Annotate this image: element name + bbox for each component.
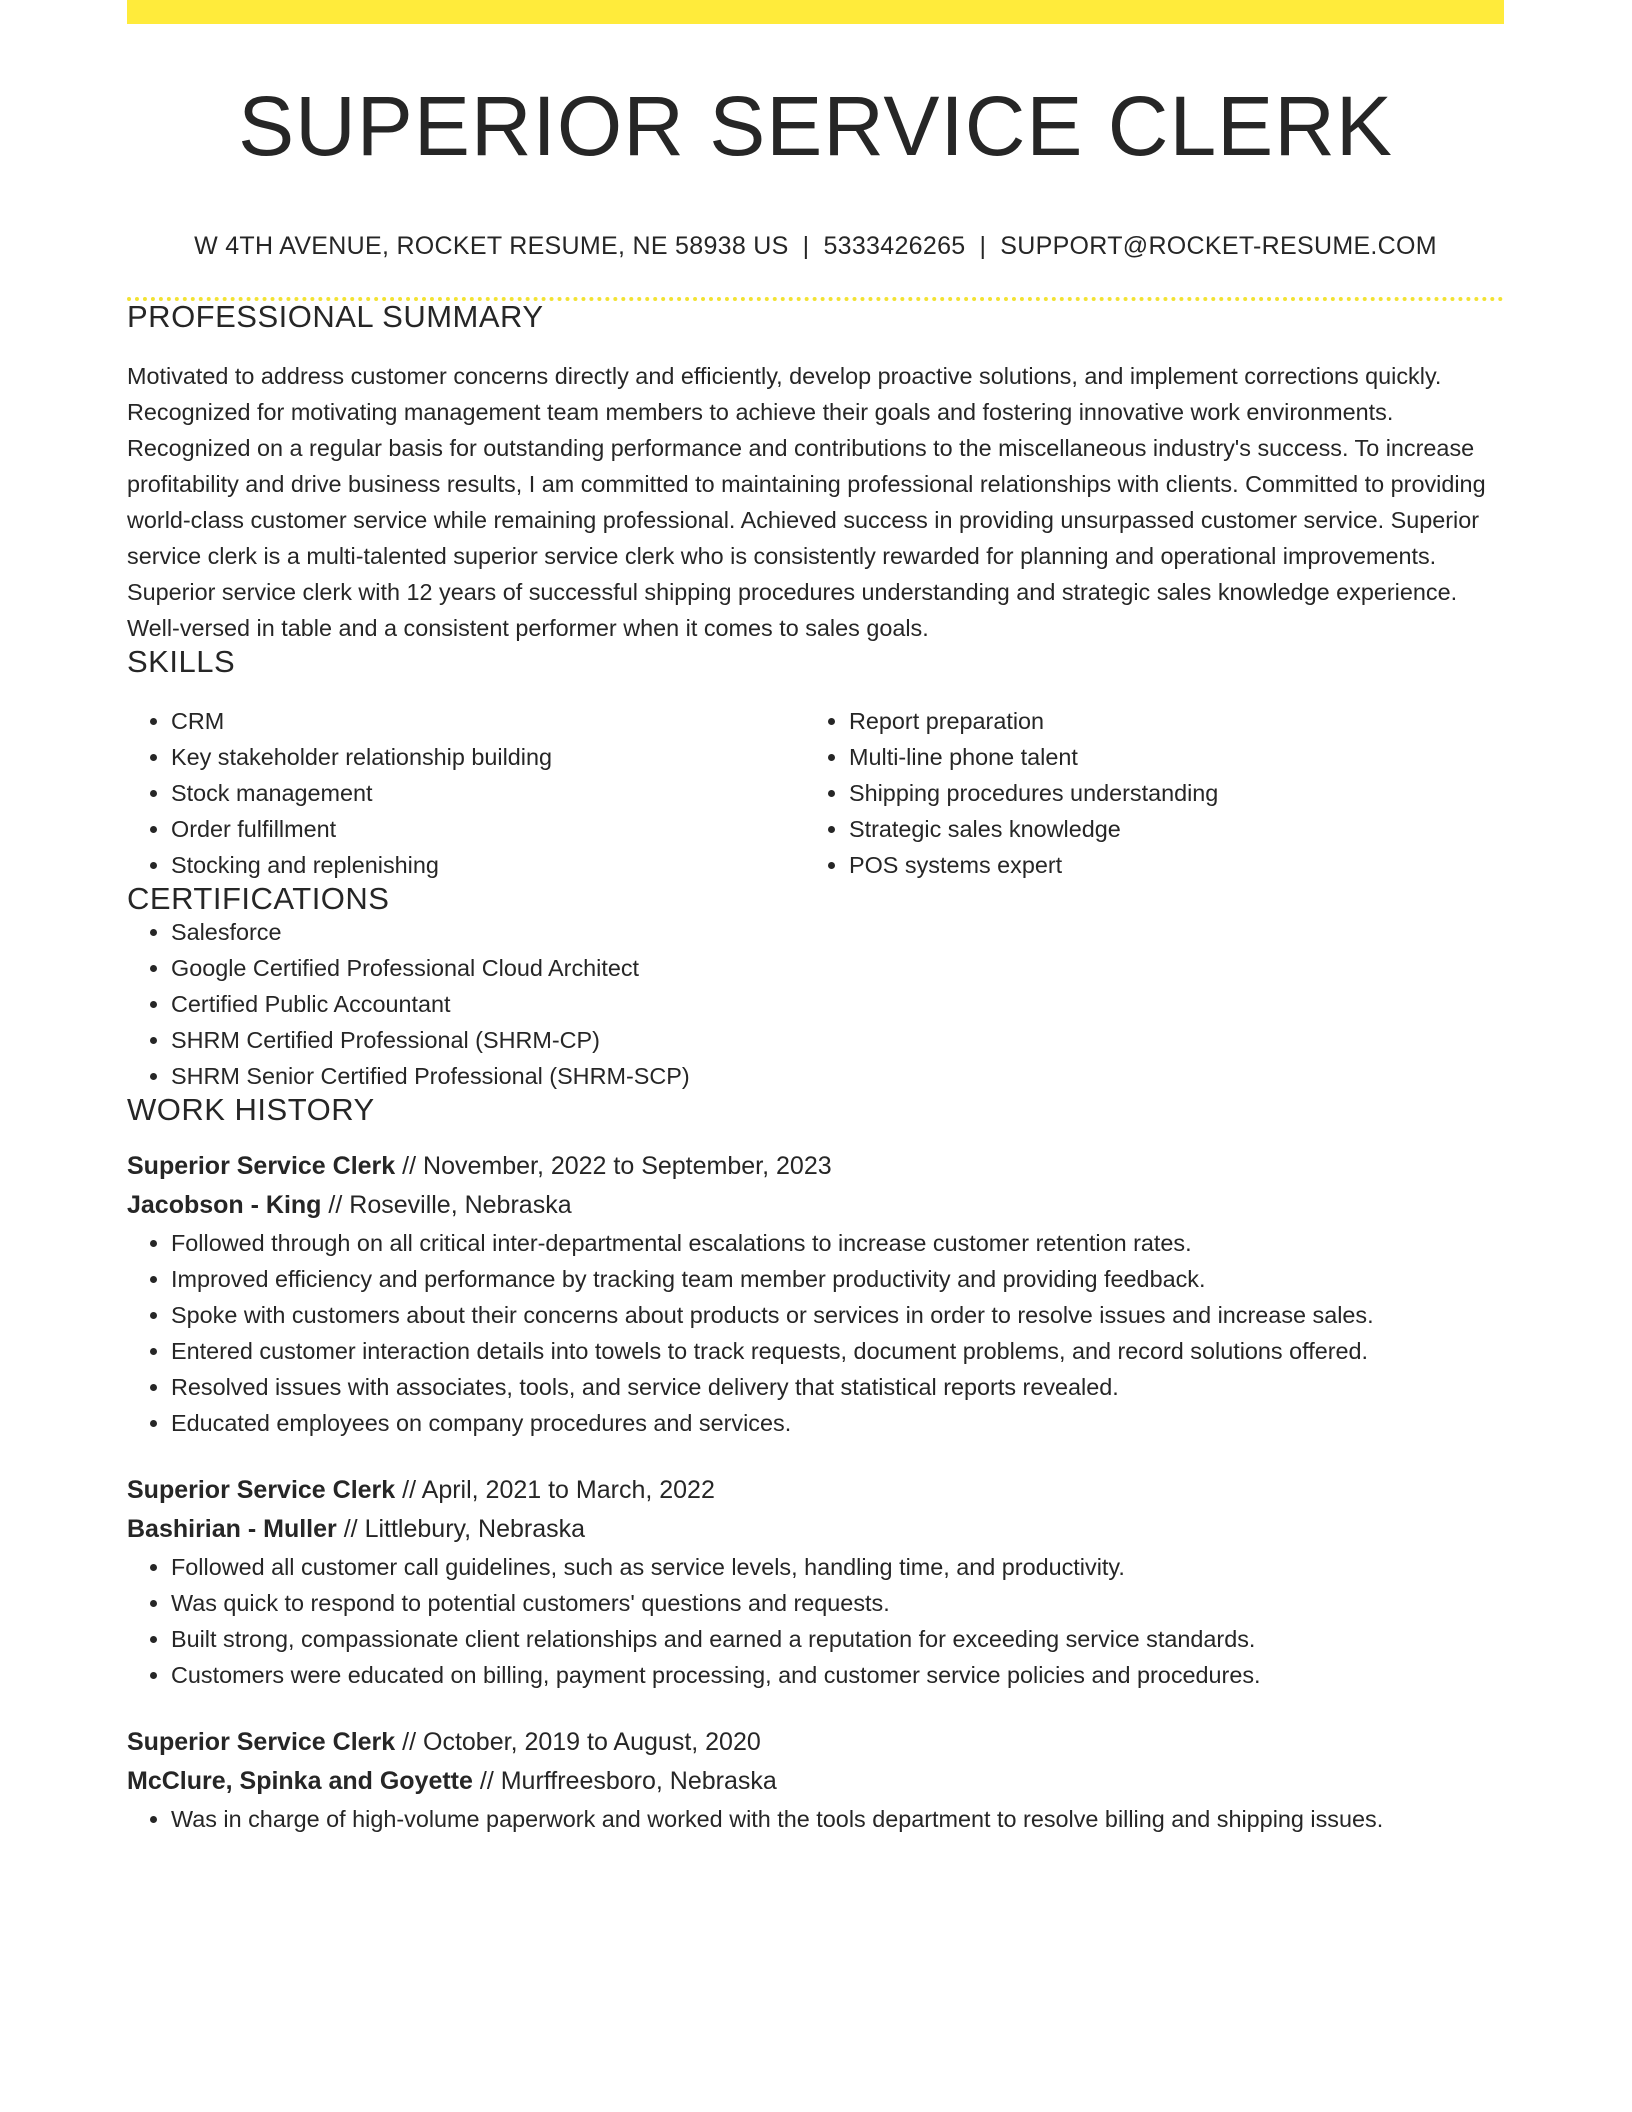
contact-address: W 4TH AVENUE, ROCKET RESUME, NE 58938 US <box>194 232 789 260</box>
resume-name: SUPERIOR SERVICE CLERK <box>238 79 1393 173</box>
job-company: Bashirian - Muller <box>127 1515 337 1543</box>
section-title-certifications: CERTIFICATIONS <box>127 881 390 916</box>
skill-item: • Key stakeholder relationship building <box>171 739 805 775</box>
job-bullet: • Spoke with customers about their concerns about products or services in order to resolve issues and increase sales. <box>171 1297 1504 1333</box>
job-divider: // <box>402 1476 417 1504</box>
section-title-work-history: WORK HISTORY <box>127 1092 375 1127</box>
skill-item: • Strategic sales knowledge <box>849 811 1483 847</box>
certification-item: • Salesforce <box>171 914 1504 950</box>
contact-separator: | <box>979 232 987 260</box>
resume-page <box>127 0 1504 1837</box>
job-bullet: • Followed through on all critical inter-departmental escalations to increase customer retention rates. <box>171 1225 1504 1261</box>
job-divider: // <box>479 1767 494 1795</box>
job-role-line <box>127 1723 1504 1762</box>
job-location: Littlebury, Nebraska <box>364 1515 586 1543</box>
job-entry <box>127 1723 1504 1837</box>
skill-item: • Order fulfillment <box>171 811 805 847</box>
contact-separator: | <box>802 232 810 260</box>
job-divider: // <box>328 1191 343 1219</box>
job-entry <box>127 1147 1504 1441</box>
job-company: Jacobson - King <box>127 1191 322 1219</box>
skill-item: • Shipping procedures understanding <box>849 775 1483 811</box>
job-bullet: • Built strong, compassionate client relationships and earned a reputation for exceeding service standards. <box>171 1621 1504 1657</box>
certification-item: • SHRM Certified Professional (SHRM-CP) <box>171 1022 1504 1058</box>
job-bullet-list <box>127 1225 1504 1441</box>
job-role: Superior Service Clerk <box>127 1728 396 1756</box>
job-bullet: • Was in charge of high-volume paperwork and worked with the tools department to resolve billing and shipping issues. <box>171 1801 1504 1837</box>
job-company-line <box>127 1762 1504 1801</box>
job-entry <box>127 1471 1504 1693</box>
job-bullet: • Entered customer interaction details into towels to track requests, document problems, and record solutions offered. <box>171 1333 1504 1369</box>
job-role: Superior Service Clerk <box>127 1476 396 1504</box>
job-dates: April, 2021 to March, 2022 <box>421 1476 715 1504</box>
skills-column-left <box>127 703 805 883</box>
job-bullet-list <box>127 1549 1504 1693</box>
job-location: Murffreesboro, Nebraska <box>500 1767 777 1795</box>
job-company: McClure, Spinka and Goyette <box>127 1767 473 1795</box>
section-title-summary: PROFESSIONAL SUMMARY <box>127 299 544 334</box>
job-bullet-list <box>127 1801 1504 1837</box>
skills-list-right <box>805 703 1483 883</box>
job-bullet: • Was quick to respond to potential customers' questions and requests. <box>171 1585 1504 1621</box>
skills-columns <box>127 703 1504 883</box>
certification-item: • Certified Public Accountant <box>171 986 1504 1022</box>
skill-item: • Multi-line phone talent <box>849 739 1483 775</box>
job-role: Superior Service Clerk <box>127 1152 396 1180</box>
certifications-list <box>127 914 1504 1094</box>
skill-item: • CRM <box>171 703 805 739</box>
skill-item: • Report preparation <box>849 703 1483 739</box>
job-dates: November, 2022 to September, 2023 <box>423 1152 832 1180</box>
job-company-line <box>127 1510 1504 1549</box>
skill-item: • POS systems expert <box>849 847 1483 883</box>
section-title-skills: SKILLS <box>127 644 236 679</box>
contact-email: SUPPORT@ROCKET-RESUME.COM <box>1000 232 1437 260</box>
skill-item: • Stocking and replenishing <box>171 847 805 883</box>
job-bullet: • Customers were educated on billing, payment processing, and customer service policies and procedures. <box>171 1657 1504 1693</box>
skill-item: • Stock management <box>171 775 805 811</box>
certification-item: • SHRM Senior Certified Professional (SHRM-SCP) <box>171 1058 1504 1094</box>
job-bullet: • Followed all customer call guidelines, such as service levels, handling time, and productivity. <box>171 1549 1504 1585</box>
job-role-line <box>127 1147 1504 1186</box>
job-divider: // <box>343 1515 358 1543</box>
certification-item: • Google Certified Professional Cloud Architect <box>171 950 1504 986</box>
job-divider: // <box>402 1728 417 1756</box>
contact-line <box>127 232 1504 261</box>
job-company-line <box>127 1186 1504 1225</box>
accent-bar <box>127 0 1504 24</box>
skills-list-left <box>127 703 805 883</box>
summary-text: Motivated to address customer concerns directly and efficiently, develop proactive solutions, and implement corrections quickly. Recognized for motivating management team members to achieve their goals and fostering innovative work environments. Recognized on a regular basis for outstanding performance and contributions to the miscellaneous industry's success. To increase profitability and drive business results, I am committed to maintaining professional relationships with clients. Committed to providing world-class customer service while remaining professional. Achieved success in providing unsurpassed customer service. Superior service clerk is a multi-talented superior service clerk who is consistently rewarded for planning and operational improvements. Superior service clerk with 12 years of successful shipping procedures understanding and strategic sales knowledge experience. Well-versed in table and a consistent performer when it comes to sales goals. <box>127 363 1486 641</box>
job-location: Roseville, Nebraska <box>349 1191 572 1219</box>
job-dates: October, 2019 to August, 2020 <box>423 1728 761 1756</box>
job-bullet: • Educated employees on company procedures and services. <box>171 1405 1504 1441</box>
job-bullet: • Resolved issues with associates, tools, and service delivery that statistical reports revealed. <box>171 1369 1504 1405</box>
skills-column-right <box>805 703 1483 883</box>
contact-phone: 5333426265 <box>823 232 966 260</box>
job-role-line <box>127 1471 1504 1510</box>
job-divider: // <box>402 1152 417 1180</box>
job-bullet: • Improved efficiency and performance by tracking team member productivity and providing feedback. <box>171 1261 1504 1297</box>
